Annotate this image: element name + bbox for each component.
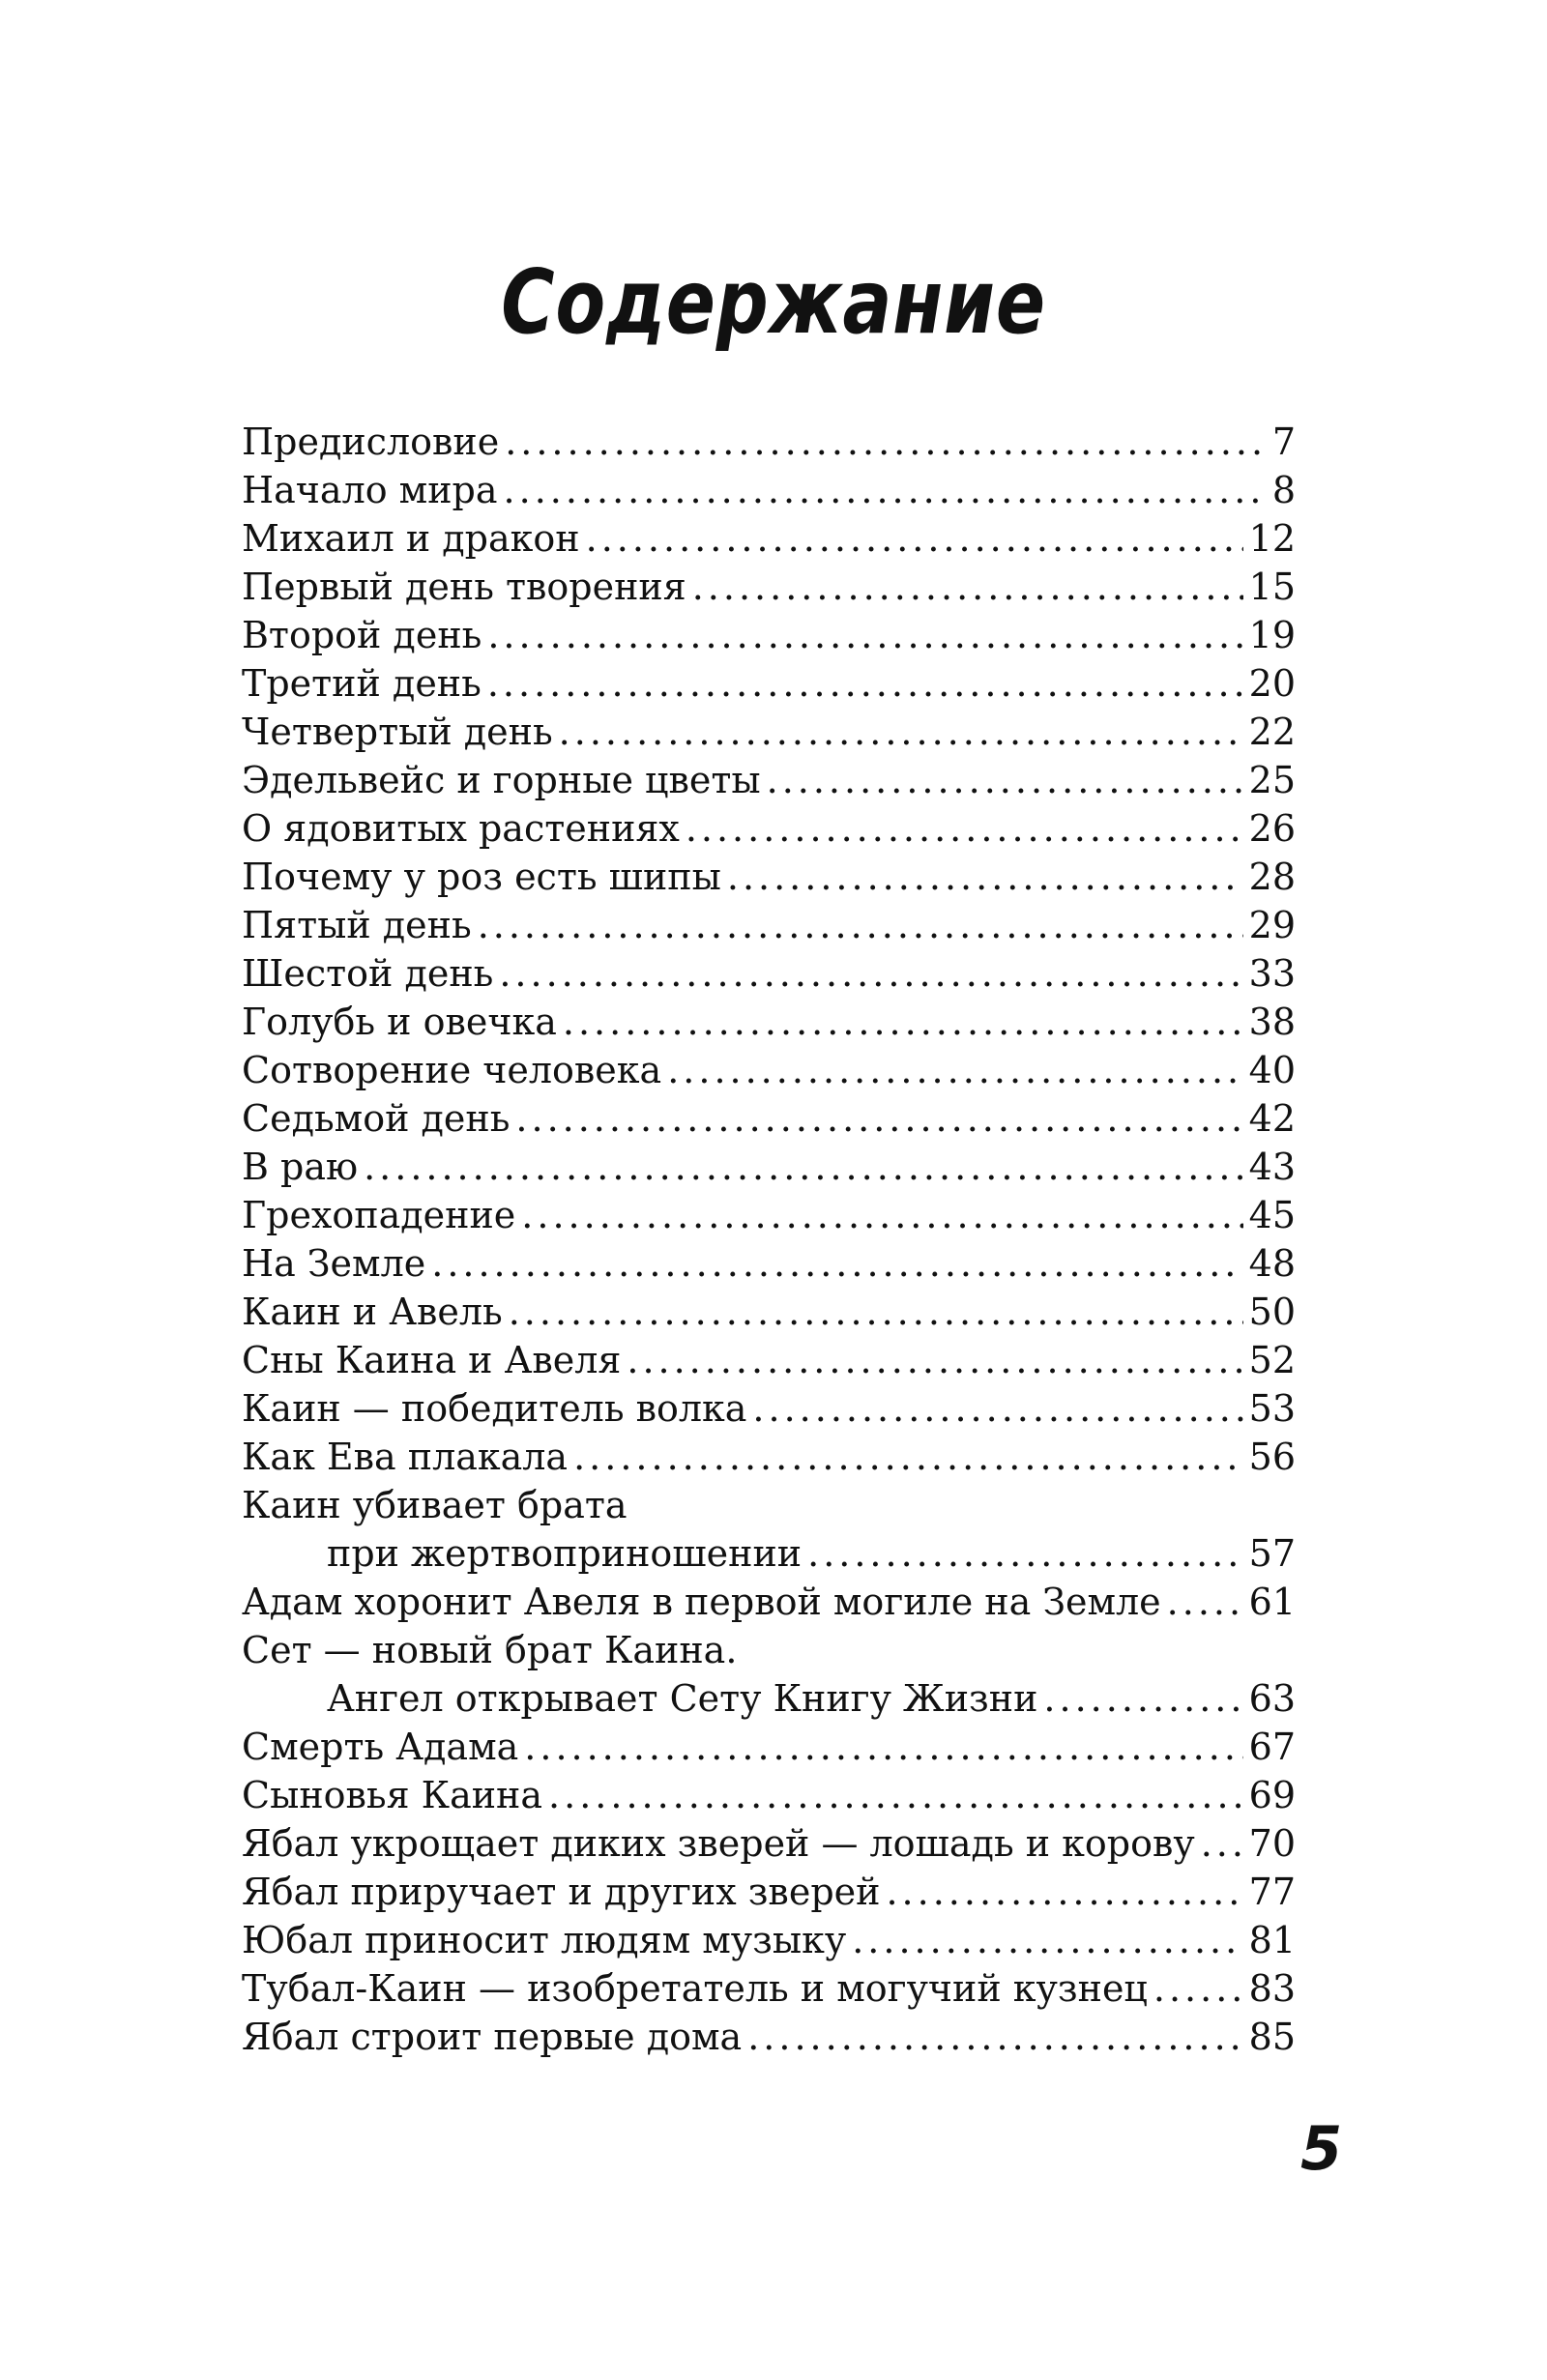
toc-entry-page: 70 xyxy=(1248,1822,1296,1865)
toc-entry xyxy=(242,611,1296,659)
toc-entry-page: 7 xyxy=(1271,421,1296,463)
toc-entry-title: Как Ева плакала xyxy=(242,1436,569,1478)
toc-dot-leader xyxy=(767,756,1243,804)
toc-entry-title: Юбал приносит людям музыку xyxy=(242,1919,847,1961)
toc-entry xyxy=(242,1384,1296,1433)
toc-entry-page: 56 xyxy=(1248,1436,1296,1478)
toc-entry xyxy=(242,1674,1296,1723)
page-title: Содержание xyxy=(501,250,1046,354)
toc-entry-title: Первый день творения xyxy=(242,566,686,608)
toc-entry xyxy=(242,1191,1296,1239)
toc-entry-title: Сыновья Каина xyxy=(242,1774,543,1816)
toc-dot-leader xyxy=(487,659,1243,708)
toc-entry-page: 77 xyxy=(1248,1871,1296,1913)
toc-dot-leader xyxy=(563,998,1243,1046)
toc-dot-leader xyxy=(524,1723,1242,1771)
toc-entry-page: 8 xyxy=(1271,469,1296,511)
toc-entry-title: Почему у роз есть шипы xyxy=(242,856,721,898)
toc-entry-page: 67 xyxy=(1248,1726,1296,1768)
toc-dot-leader xyxy=(431,1239,1242,1288)
toc-entry-title: Предисловие xyxy=(242,421,500,463)
toc-dot-leader xyxy=(627,1336,1242,1384)
toc-entry-page: 83 xyxy=(1248,1967,1296,2010)
toc-entry xyxy=(242,1433,1296,1481)
toc-entry-page: 61 xyxy=(1248,1581,1296,1623)
toc-dot-leader xyxy=(1153,1964,1243,2013)
toc-entry-page: 63 xyxy=(1248,1677,1296,1720)
toc-entry-title: Третий день xyxy=(242,662,482,705)
toc-entry xyxy=(242,804,1296,853)
toc-dot-leader xyxy=(752,1384,1242,1433)
toc-entry-title: Начало мира xyxy=(242,469,498,511)
toc-entry-title: Шестой день xyxy=(242,952,494,995)
toc-entry-title: Адам хоронит Авеля в первой могиле на Земле xyxy=(242,1581,1161,1623)
toc-entry-title: Каин — победитель волка xyxy=(242,1387,747,1430)
toc-entry-title: О ядовитых растениях xyxy=(242,807,680,850)
toc-entry xyxy=(242,853,1296,901)
toc-entry-title: Седьмой день xyxy=(242,1097,511,1140)
toc-entry xyxy=(242,1239,1296,1288)
toc-entry-title: Эдельвейс и горные цветы xyxy=(242,759,761,801)
toc-dot-leader xyxy=(573,1433,1243,1481)
toc-entry xyxy=(242,756,1296,804)
toc-entry xyxy=(242,1868,1296,1916)
toc-dot-leader xyxy=(478,901,1243,949)
toc-entry-title: Смерть Адама xyxy=(242,1726,519,1768)
toc-entry xyxy=(242,901,1296,949)
table-of-contents xyxy=(242,418,1296,2061)
toc-dot-leader xyxy=(1201,1819,1243,1868)
toc-dot-leader xyxy=(807,1529,1243,1578)
toc-entry xyxy=(242,2013,1296,2061)
toc-entry xyxy=(242,466,1296,514)
toc-entry xyxy=(242,1771,1296,1819)
toc-entry xyxy=(242,949,1296,998)
toc-entry-page: 22 xyxy=(1248,711,1296,753)
toc-entry-title: Ябал приручает и других зверей xyxy=(242,1871,881,1913)
toc-entry xyxy=(242,563,1296,611)
toc-entry-page: 26 xyxy=(1248,807,1296,850)
toc-dot-leader xyxy=(515,1094,1242,1143)
toc-entry-page: 85 xyxy=(1248,2016,1296,2058)
toc-entry xyxy=(242,418,1296,466)
toc-dot-leader xyxy=(1043,1674,1242,1723)
toc-entry xyxy=(242,1094,1296,1143)
toc-entry-title: Тубал-Каин — изобретатель и могучий кузнец xyxy=(242,1967,1148,2010)
toc-entry-title: Каин и Авель xyxy=(242,1291,503,1333)
toc-entry-title: Грехопадение xyxy=(242,1194,516,1236)
toc-dot-leader xyxy=(487,611,1242,659)
toc-entry-page: 12 xyxy=(1248,517,1296,560)
toc-entry-heading: Каин убивает брата xyxy=(242,1484,628,1526)
toc-entry xyxy=(242,1046,1296,1094)
toc-entry-page: 81 xyxy=(1248,1919,1296,1961)
toc-entry-heading: Сет — новый брат Каина. xyxy=(242,1629,738,1671)
toc-dot-leader xyxy=(509,1288,1243,1336)
toc-dot-leader xyxy=(559,708,1243,756)
toc-entry-page: 28 xyxy=(1248,856,1296,898)
toc-dot-leader xyxy=(586,514,1243,563)
toc-entry-page: 19 xyxy=(1248,614,1296,656)
toc-dot-leader xyxy=(727,853,1243,901)
toc-dot-leader xyxy=(686,804,1243,853)
toc-entry xyxy=(242,659,1296,708)
toc-entry-page: 42 xyxy=(1248,1097,1296,1140)
toc-entry-title: Голубь и овечка xyxy=(242,1001,557,1043)
toc-entry-title: Сотворение человека xyxy=(242,1049,662,1091)
page-number: 5 xyxy=(1300,2113,1343,2184)
toc-entry xyxy=(242,514,1296,563)
toc-entry-title: Сны Каина и Авеля xyxy=(242,1339,622,1381)
toc-entry-page: 48 xyxy=(1248,1242,1296,1285)
toc-dot-leader xyxy=(364,1143,1243,1191)
toc-entry xyxy=(242,1529,1296,1578)
toc-dot-leader xyxy=(504,466,1267,514)
toc-entry-page: 25 xyxy=(1248,759,1296,801)
toc-entry-page: 43 xyxy=(1248,1146,1296,1188)
toc-entry-page: 15 xyxy=(1248,566,1296,608)
toc-dot-leader xyxy=(852,1916,1242,1964)
toc-dot-leader xyxy=(692,563,1243,611)
toc-dot-leader xyxy=(548,1771,1243,1819)
toc-dot-leader xyxy=(1167,1578,1243,1626)
toc-entry-page: 69 xyxy=(1248,1774,1296,1816)
toc-entry-page: 45 xyxy=(1248,1194,1296,1236)
toc-entry-page: 57 xyxy=(1248,1532,1296,1575)
toc-entry-page: 20 xyxy=(1248,662,1296,705)
toc-entry xyxy=(242,1288,1296,1336)
toc-dot-leader xyxy=(499,949,1242,998)
toc-entry-title: Четвертый день xyxy=(242,711,553,753)
toc-entry xyxy=(242,998,1296,1046)
toc-entry xyxy=(242,1578,1296,1626)
toc-entry-page: 33 xyxy=(1248,952,1296,995)
toc-entry-page: 52 xyxy=(1248,1339,1296,1381)
toc-entry xyxy=(242,1819,1296,1868)
toc-entry xyxy=(242,1143,1296,1191)
toc-entry-title: Второй день xyxy=(242,614,482,656)
toc-entry xyxy=(242,1964,1296,2013)
toc-entry-title: Ябал строит первые дома xyxy=(242,2016,743,2058)
toc-entry xyxy=(242,708,1296,756)
toc-entry xyxy=(242,1916,1296,1964)
toc-entry-page: 53 xyxy=(1248,1387,1296,1430)
toc-entry-title: На Земле xyxy=(242,1242,426,1285)
toc-dot-leader xyxy=(667,1046,1242,1094)
toc-entry-title: Ябал укрощает диких зверей — лошадь и корову xyxy=(242,1822,1195,1865)
toc-entry-title: Михаил и дракон xyxy=(242,517,580,560)
toc-entry-page: 50 xyxy=(1248,1291,1296,1333)
toc-entry-page: 38 xyxy=(1248,1001,1296,1043)
toc-entry-title: В раю xyxy=(242,1146,359,1188)
toc-entry-page: 40 xyxy=(1248,1049,1296,1091)
toc-entry-title: при жертвоприношении xyxy=(327,1532,803,1575)
toc-dot-leader xyxy=(521,1191,1242,1239)
toc-entry xyxy=(242,1336,1296,1384)
toc-entry xyxy=(242,1723,1296,1771)
toc-dot-leader xyxy=(747,2013,1242,2061)
toc-entry-title: Пятый день xyxy=(242,904,472,946)
toc-dot-leader xyxy=(886,1868,1242,1916)
toc-entry-page: 29 xyxy=(1248,904,1296,946)
toc-entry-title: Ангел открывает Сету Книгу Жизни xyxy=(327,1677,1038,1720)
toc-dot-leader xyxy=(505,418,1267,466)
